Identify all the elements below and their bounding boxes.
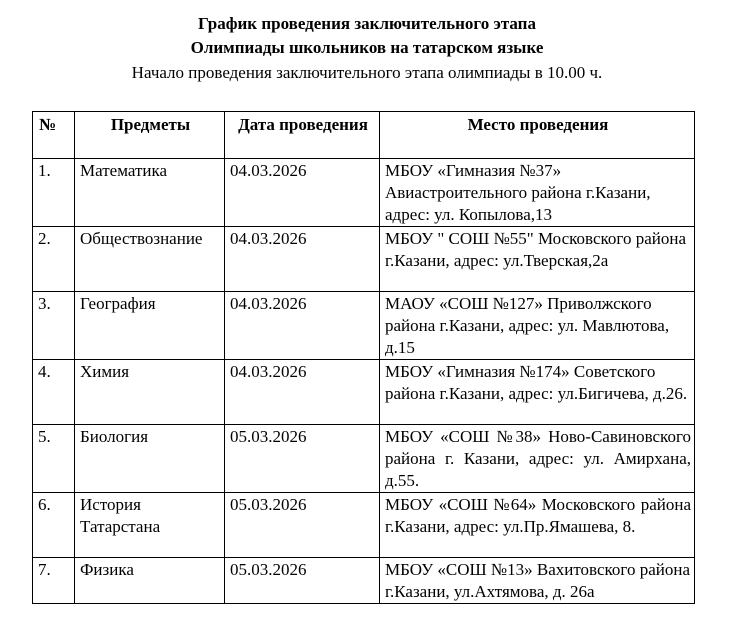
row-place: МАОУ «СОШ №127» Приволжского района г.Казани, адрес: ул. Мавлютова, д.15 (380, 292, 695, 360)
column-header-subject: Предметы (75, 112, 225, 159)
row-number: 2. (33, 227, 75, 292)
row-subject: Физика (75, 558, 225, 604)
row-place: МБОУ «СОШ №64» Московского района г.Казани, адрес: ул.Пр.Ямашева, 8. (380, 493, 695, 558)
table-row (33, 558, 695, 604)
row-date: 04.03.2026 (225, 292, 380, 360)
row-subject: Биология (75, 425, 225, 493)
document-subtitle: Начало проведения заключительного этапа олимпиады в 10.00 ч. (131, 63, 603, 82)
row-place: МБОУ «Гимназия №37» Авиастроительного района г.Казани, адрес: ул. Копылова,13 (380, 159, 695, 227)
row-place: МБОУ «СОШ №13» Вахитовского района г.Казани, ул.Ахтямова, д. 26а (380, 558, 695, 604)
row-number: 6. (33, 493, 75, 558)
row-date: 04.03.2026 (225, 159, 380, 227)
table-row (33, 227, 695, 292)
row-place: МБОУ «СОШ №38» Ново-Савиновского района г. Казани, адрес: ул. Амирхана, д.55. (380, 425, 695, 493)
row-place: МБОУ " СОШ №55" Московского района г.Казани, адрес: ул.Тверская,2а (380, 227, 695, 292)
row-date: 04.03.2026 (225, 227, 380, 292)
document-title-line-2: Олимпиады школьников на татарском языке (190, 38, 544, 57)
row-subject: История Татарстана (75, 493, 225, 558)
row-number: 5. (33, 425, 75, 493)
row-subject: География (75, 292, 225, 360)
schedule-table (32, 111, 695, 604)
column-header-number: № (33, 112, 75, 159)
table-header-row (33, 112, 695, 159)
row-place: МБОУ «Гимназия №174» Советского района г.Казани, адрес: ул.Бигичева, д.26. (380, 360, 695, 425)
document-title-line-1: График проведения заключительного этапа (198, 14, 536, 33)
row-subject: Математика (75, 159, 225, 227)
row-subject: Химия (75, 360, 225, 425)
table-row (33, 360, 695, 425)
row-number: 1. (33, 159, 75, 227)
row-number: 7. (33, 558, 75, 604)
row-date: 05.03.2026 (225, 558, 380, 604)
column-header-place: Место проведения (380, 112, 695, 159)
column-header-date: Дата проведения (225, 112, 380, 159)
row-subject: Обществознание (75, 227, 225, 292)
table-row (33, 159, 695, 227)
table-row (33, 425, 695, 493)
row-number: 3. (33, 292, 75, 360)
row-date: 05.03.2026 (225, 493, 380, 558)
row-date: 05.03.2026 (225, 425, 380, 493)
table-row (33, 292, 695, 360)
row-number: 4. (33, 360, 75, 425)
row-date: 04.03.2026 (225, 360, 380, 425)
table-row (33, 493, 695, 558)
